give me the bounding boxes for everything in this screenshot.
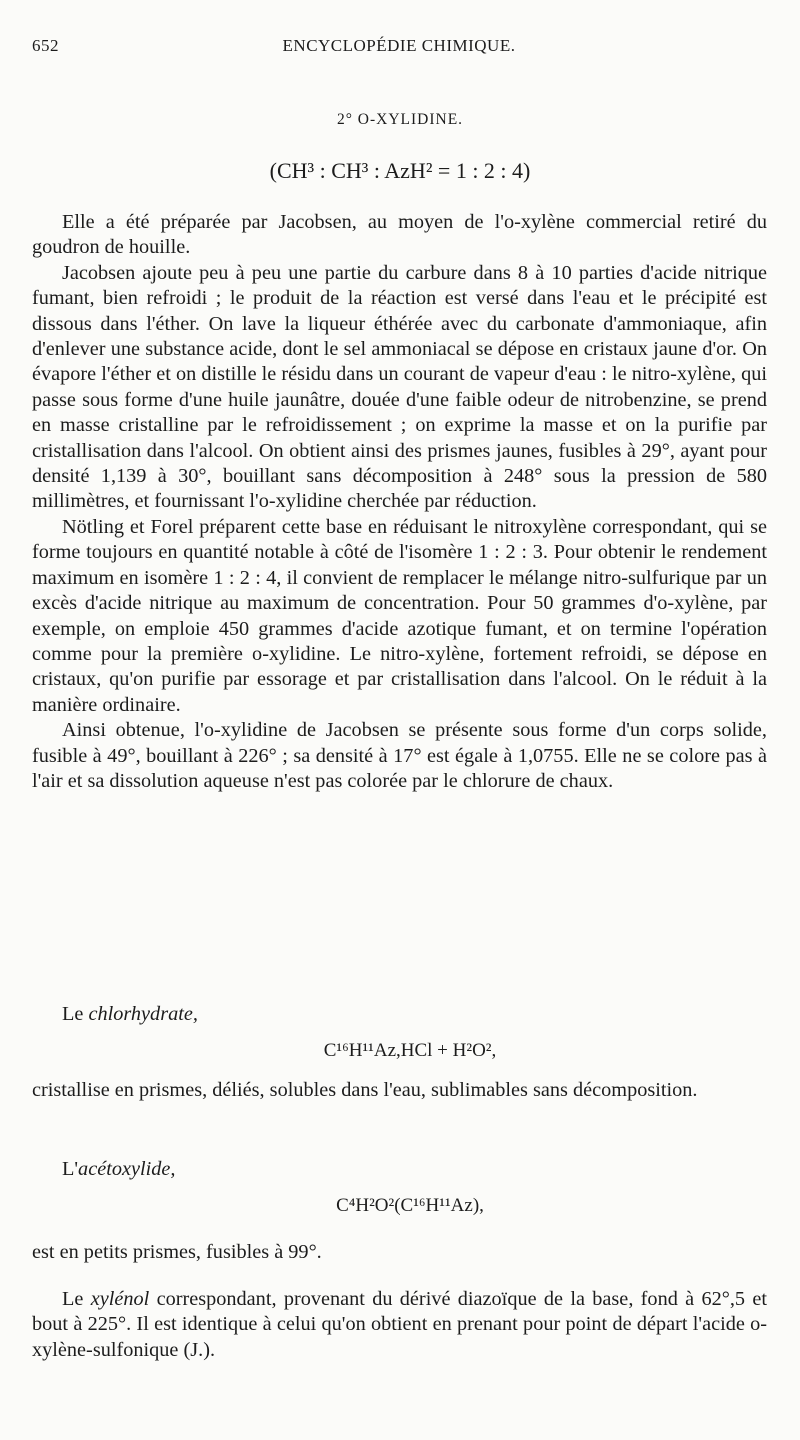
running-title: ENCYCLOPÉDIE CHIMIQUE.: [282, 36, 516, 55]
page-header: [32, 36, 766, 60]
paragraph-preparation: Elle a été préparée par Jacobsen, au moyen de l'o-xylène commercial retiré du goudron de houille.: [32, 211, 767, 259]
body-text-main: [32, 210, 767, 794]
xylenol-paragraph: [32, 1287, 767, 1363]
chlorhydrate-intro: [62, 1003, 198, 1026]
xylenol-text-block: [32, 1287, 767, 1363]
acetoxylide-formula: C⁴H²O²(C¹⁶H¹¹Az),: [336, 1195, 484, 1216]
xylenol-name: xylénol: [90, 1288, 150, 1310]
acetoxylide-prefix: L': [62, 1158, 79, 1180]
xylenol-prefix: Le: [62, 1288, 91, 1310]
section-title: 2° O-XYLIDINE.: [336, 111, 464, 128]
chlorhydrate-text: cristallise en prismes, déliés, solubles dans l'eau, sublimables sans décomposition.: [32, 1079, 698, 1101]
acetoxylide-name: acétoxylide,: [78, 1158, 176, 1180]
acetoxylide-text: est en petits prismes, fusibles à 99°.: [32, 1241, 322, 1263]
paragraph-notling-forel: Nötling et Forel préparent cette base en réduisant le nitroxylène correspondant, qui se forme toujours en quantité notable à côté de l'isomère 1 : 2 : 3. Pour obtenir le rendement maximum en isomère 1 : 2 : 4, il convient de remplacer le mélange nitro-sulfurique par un excès d'acide nitrique au maximum de concentration. Pour 50 grammes d'o-xylène, par exemple, on emploie 450 grammes d'acide azotique fumant, et on termine l'opération comme pour la première o-xylidine. Le nitro-xylène, fortement refroidi, se dépose en cristaux, qu'on purifie par essorage et par cristallisation dans l'alcool. On le réduit à la manière ordinaire.: [32, 515, 767, 716]
chlorhydrate-prefix: Le: [62, 1003, 89, 1025]
paragraph-properties: Ainsi obtenue, l'o-xylidine de Jacobsen se présente sous forme d'un corps solide, fusible à 49°, bouillant à 226° ; sa densité à 17° est égale à 1,0755. Elle ne se colore pas à l'air et sa dissolution aqueuse n'est pas colorée par le chlorure de chaux.: [32, 719, 767, 792]
chlorhydrate-name: chlorhydrate,: [88, 1003, 198, 1025]
xylenol-text: correspondant, provenant du dérivé diazoïque de la base, fond à 62°,5 et bout à 225°. Il est identique à celui qu'on obtient en prenant pour point de départ l'acide o-xylène-sulfonique (J.).: [32, 1288, 767, 1361]
page-number: 652: [32, 36, 59, 55]
chlorhydrate-formula: C¹⁶H¹¹Az,HCl + H²O²,: [323, 1040, 497, 1061]
acetoxylide-intro: [62, 1158, 175, 1181]
acetoxylide-text-block: [32, 1240, 767, 1265]
structure-formula: (CH³ : CH³ : AzH² = 1 : 2 : 4): [269, 158, 531, 183]
chlorhydrate-text-block: [32, 1078, 767, 1103]
paragraph-jacobsen-method: Jacobsen ajoute peu à peu une partie du carbure dans 8 à 10 parties d'acide nitrique fumant, bien refroidi ; le produit de la réaction est versé dans l'eau et le précipité est dissous dans l'éther. On lave la liqueur éthérée avec du carbonate d'ammoniaque, afin d'enlever une substance acide, dont le sel ammoniacal se dépose en cristaux jaune d'or. On évapore l'éther et on distille le résidu dans un courant de vapeur d'eau : le nitro-xylène, qui passe sous forme d'une huile jaunâtre, douée d'une faible odeur de nitrobenzine, se prend en masse cristalline par le refroidissement ; on exprime la masse et on la purifie par cristallisation dans l'alcool. On obtient ainsi des prismes jaunes, fusibles à 29°, ayant pour densité 1,139 à 30°, bouillant sans décomposition à 248° sous la pression de 580 millimètres, et fournissant l'o-xylidine cherchée par réduction.: [32, 261, 767, 513]
